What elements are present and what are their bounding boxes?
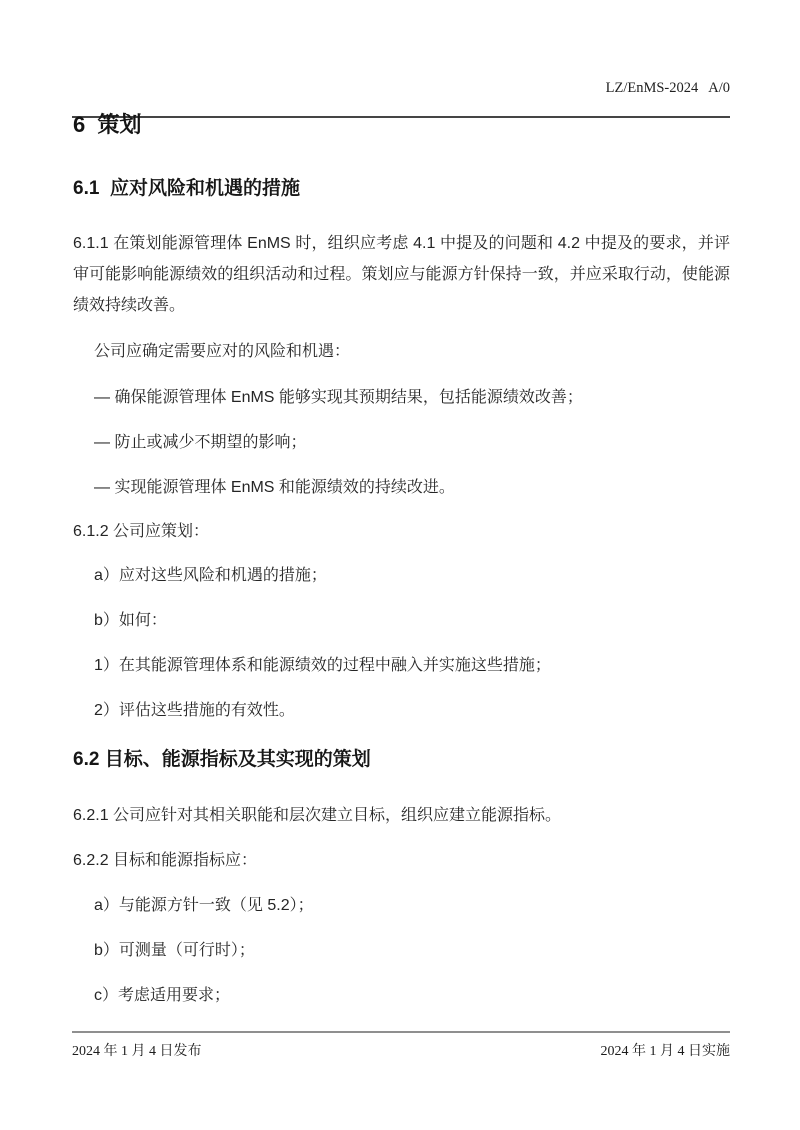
clause-6-2-2: 6.2.2 目标和能源指标应： [73,852,258,869]
clause-6-1-2: 6.1.2 公司应策划： [73,523,210,540]
section-heading-6-1: 6.1 应对风险和机遇的措施 [73,178,300,199]
lettered-list-item: b）可测量（可行时）； [94,942,255,959]
clause-6-2-1: 6.2.1 公司应针对其相关职能和层次建立目标，组织应建立能源指标。 [73,807,562,824]
dash-list-item: — 防止或减少不期望的影响； [94,434,307,451]
release-date: 2024 年 1 月 4 日发布 [72,1044,202,1059]
dash-list-item: — 实现能源管理体 EnMS 和能源绩效的持续改进。 [94,479,455,496]
page-footer [72,1031,730,1060]
document-revision: A/0 [708,80,730,96]
chapter-title: 6 策划 [73,112,142,137]
lettered-list-item: a）与能源方针一致（见 5.2）； [94,897,314,914]
document-code: LZ/EnMS-2024 [605,80,699,96]
lettered-list-item: b）如何： [94,612,167,629]
document-body [73,84,730,1011]
lettered-list-item: c）考虑适用要求； [94,987,231,1004]
implementation-date: 2024 年 1 月 4 日实施 [600,1044,730,1059]
section-heading-6-2: 6.2 目标、能源指标及其实现的策划 [73,749,371,770]
dash-list-item: — 确保能源管理体 EnMS 能够实现其预期结果，包括能源绩效改善； [94,389,583,406]
numbered-list-item: 1）在其能源管理体系和能源绩效的过程中融入并实施这些措施； [94,657,551,674]
lettered-list-item: a）应对这些风险和机遇的措施； [94,567,327,584]
numbered-list-item: 2）评估这些措施的有效性。 [94,702,295,719]
indented-paragraph: 公司应确定需要应对的风险和机遇： [94,343,351,360]
clause-6-1-1: 6.1.1 在策划能源管理体 EnMS 时，组织应考虑 4.1 中提及的问题和 4.2 中提及的要求，并评审可能影响能源绩效的组织活动和过程。策划应与能源方针保持一致，并应采取行动，使能源绩效持续改善。 [73,235,730,314]
